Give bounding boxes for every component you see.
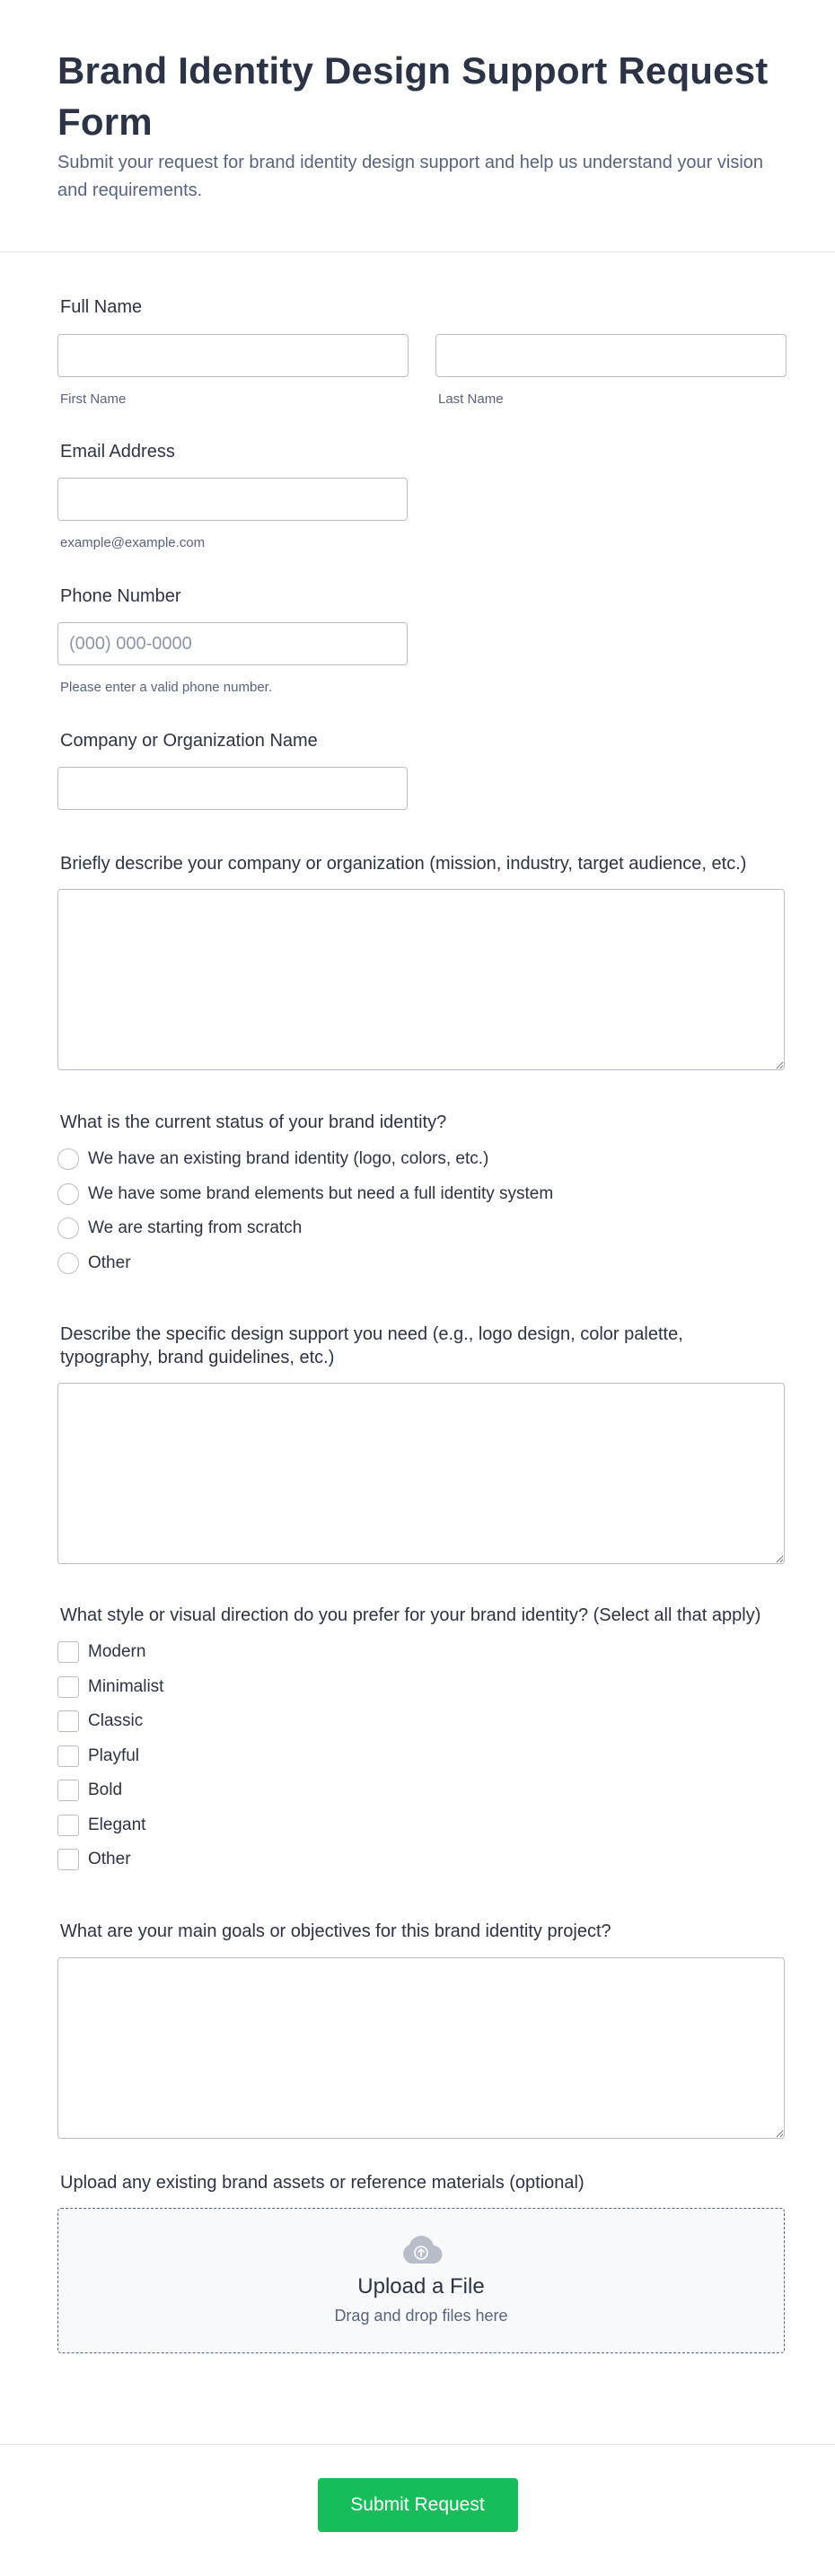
description-label: Briefly describe your company or organization (mission, industry, target audience, etc.) <box>60 854 747 874</box>
checkbox[interactable] <box>57 1676 79 1698</box>
checkbox[interactable] <box>57 1745 79 1767</box>
upload-subtitle: Drag and drop files here <box>334 2307 508 2325</box>
style-option-label: Classic <box>88 1711 144 1731</box>
brand-status-option[interactable] <box>57 1177 778 1212</box>
phone-sublabel: Please enter a valid phone number. <box>60 680 272 695</box>
style-option-label: Playful <box>88 1745 140 1765</box>
brand-status-option[interactable] <box>57 1211 778 1246</box>
email-sublabel: example@example.com <box>60 535 206 550</box>
upload-title: Upload a File <box>357 2274 485 2299</box>
email-input[interactable] <box>57 478 408 521</box>
style-option-label: Bold <box>88 1780 123 1800</box>
checkbox[interactable] <box>57 1815 79 1836</box>
last-name-input[interactable] <box>435 334 787 377</box>
description-field <box>57 852 778 1070</box>
support-needed-textarea[interactable] <box>57 1383 785 1564</box>
style-field <box>57 1604 778 1877</box>
form-header <box>0 0 835 252</box>
full-name-label: Full Name <box>60 297 143 317</box>
phone-label: Phone Number <box>60 586 181 606</box>
style-option[interactable] <box>57 1704 778 1739</box>
upload-label: Upload any existing brand assets or reference materials (optional) <box>60 2172 584 2193</box>
email-label: Email Address <box>60 442 175 462</box>
upload-field <box>57 2171 778 2353</box>
company-field <box>57 729 778 810</box>
goals-field <box>57 1920 778 2139</box>
style-option-label: Other <box>88 1850 131 1869</box>
support-needed-label: Describe the specific design support you need (e.g., logo design, color palette, typography, brand guidelines, etc.) <box>60 1324 683 1367</box>
checkbox[interactable] <box>57 1849 79 1870</box>
brand-status-option-label: We have some brand elements but need a full identity system <box>88 1183 554 1203</box>
first-name-input[interactable] <box>57 334 409 377</box>
style-option[interactable] <box>57 1842 778 1877</box>
brand-status-option[interactable] <box>57 1246 778 1281</box>
email-field <box>57 440 778 550</box>
style-option-label: Modern <box>88 1642 146 1662</box>
cloud-upload-icon <box>399 2235 444 2265</box>
style-option-label: Minimalist <box>88 1676 164 1696</box>
page-subtitle: Submit your request for brand identity design support and help us understand your vision and requirements. <box>57 153 764 200</box>
full-name-field <box>57 295 778 407</box>
style-option-label: Elegant <box>88 1815 146 1834</box>
page-title: Brand Identity Design Support Request Form <box>57 49 769 143</box>
radio-button[interactable] <box>57 1253 79 1274</box>
phone-field <box>57 585 778 695</box>
style-option[interactable] <box>57 1739 778 1774</box>
form-body <box>0 295 835 2353</box>
phone-input[interactable] <box>57 622 408 665</box>
description-textarea[interactable] <box>57 889 785 1070</box>
first-name-sublabel: First Name <box>60 391 127 407</box>
brand-status-field <box>57 1111 778 1280</box>
radio-button[interactable] <box>57 1148 79 1170</box>
radio-button[interactable] <box>57 1183 79 1205</box>
form-footer <box>0 2444 835 2532</box>
checkbox[interactable] <box>57 1641 79 1663</box>
brand-status-option[interactable] <box>57 1142 778 1177</box>
style-option[interactable] <box>57 1808 778 1843</box>
style-option[interactable] <box>57 1670 778 1705</box>
brand-status-label: What is the current status of your brand identity? <box>60 1112 447 1132</box>
checkbox[interactable] <box>57 1780 79 1801</box>
file-dropzone[interactable] <box>57 2208 785 2353</box>
radio-button[interactable] <box>57 1218 79 1239</box>
style-option[interactable] <box>57 1635 778 1670</box>
last-name-sublabel: Last Name <box>438 391 504 407</box>
goals-textarea[interactable] <box>57 1957 785 2139</box>
checkbox[interactable] <box>57 1710 79 1732</box>
style-label: What style or visual direction do you prefer for your brand identity? (Select all that apply) <box>60 1605 761 1625</box>
brand-status-option-label: We have an existing brand identity (logo, colors, etc.) <box>88 1149 489 1169</box>
brand-status-option-label: We are starting from scratch <box>88 1218 303 1238</box>
goals-label: What are your main goals or objectives for this brand identity project? <box>60 1921 611 1941</box>
support-needed-field <box>57 1323 778 1564</box>
company-input[interactable] <box>57 767 408 810</box>
style-option[interactable] <box>57 1773 778 1808</box>
company-label: Company or Organization Name <box>60 731 318 751</box>
submit-button[interactable]: Submit Request <box>318 2478 518 2532</box>
brand-status-option-label: Other <box>88 1253 131 1272</box>
